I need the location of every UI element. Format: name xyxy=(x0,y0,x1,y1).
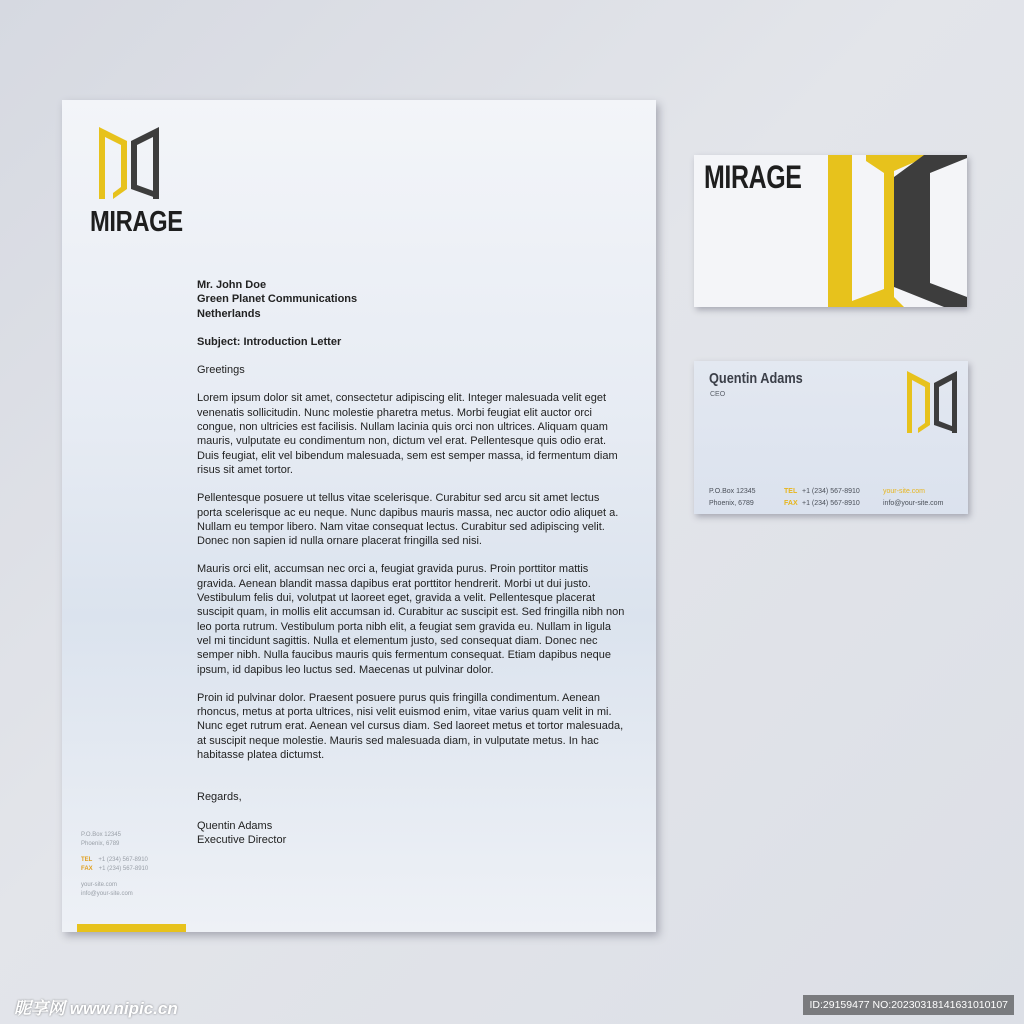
contact-po-box: P.O.Box 12345 xyxy=(81,832,121,838)
business-card-front xyxy=(694,155,967,307)
recipient-company: Green Planet Communications xyxy=(197,293,358,306)
letterhead-contact xyxy=(81,831,148,899)
letter-paragraph: Proin id pulvinar dolor. Praesent posuere purus quis fringilla condimentum. Aenean rhoncus, metus at porta ultrices, nisi velit euismod enim, vitae varius quam velit in mi. Nunc eget rutrum erat. Aenean vel cursus diam. Sed laoreet metus et tortor malesuada, at suscipit neque molestie. Mauris sed malesuada diam, in vulputate metus. In hac habitasse platea dictumst. xyxy=(197,691,624,762)
card-fax-label: FAX xyxy=(784,500,798,507)
mirage-logo-icon xyxy=(907,371,957,433)
letter-paragraph: Pellentesque posuere ut tellus vitae scelerisque. Curabitur sed arcu sit amet lectus porta scelerisque ac eu neque. Nunc dapibus mauris massa, nec auctor odio aliquet a. Nullam eu tempor libero. Nam vitae consequat lectus. Curabitur sed adipiscing velit. Donec non sapien id nulla ornare placerat fringilla sed nisi. xyxy=(197,492,619,548)
letter-paragraph: Lorem ipsum dolor sit amet, consectetur adipiscing elit. Integer malesuada velit eget venenatis sollicitudin. Nunc molestie pharetra metus. Morbi feugiat elit auctor orci congue, non ultricies est facilisis. Nullam lacinia quis orci non ultrices. Aliquam quam mauris, vulputate eu condimentum non, dictum vel erat. Pellentesque quis odio erat. Duis feugiat, elit vel bibendum malesuada, sem est semper massa, id fermentum diam risus sit amet tortor. xyxy=(197,392,618,476)
letter-subject: Subject: Introduction Letter xyxy=(197,335,342,348)
signer-title: Executive Director xyxy=(197,833,287,846)
letter-greeting: Greetings xyxy=(197,364,245,377)
fax-label: FAX xyxy=(81,866,93,872)
watermark-right: ID:29159477 NO:20230318141631010107 xyxy=(803,995,1014,1015)
card-po-box: P.O.Box 12345 xyxy=(709,488,756,495)
contact-email: info@your-site.com xyxy=(81,891,133,897)
card-fax: +1 (234) 567-8910 xyxy=(802,500,860,507)
card-site: your-site.com xyxy=(883,488,926,495)
contact-tel: +1 (234) 567-8910 xyxy=(98,857,148,863)
letterhead xyxy=(62,100,656,932)
letterhead-brand: MIRAGE xyxy=(90,206,183,238)
letter-paragraph: Mauris orci elit, accumsan nec orci a, feugiat gravida purus. Proin porttitor mattis gravida. Aenean blandit massa dapibus erat porttitor hendrerit. Morbi ut dui justo. Vestibulum felis dui, volutpat ut laoreet eget, gravida a velit. Pellentesque placerat suscipit quam, in mollis elit accumsan id. Curabitur ac suscipit est. Sed fringilla nibh non leo porta rutrum. Vestibulum porta nibh elit, a feugiat sem gravida eu. Nullam in ligula vel mi tincidunt sagittis. Nulla et elementum justo, sed consequat diam. Donec nec semper nibh. Nulla faucibus mauris quis fermentum consequat. Etiam dapibus neque ipsum, id dapibus leo luctus sed. Maecenas ut pulvinar dolor. xyxy=(197,563,625,676)
card-web xyxy=(883,486,943,510)
letter-closing: Regards, xyxy=(197,791,242,804)
card-address xyxy=(709,486,756,510)
recipient-name: Mr. John Doe xyxy=(197,279,267,291)
tel-label: TEL xyxy=(81,857,93,863)
letterhead-accent-bar xyxy=(77,924,186,932)
business-card-back xyxy=(694,361,968,514)
mirage-logo-icon xyxy=(99,127,159,199)
watermark-left: 昵享网 www.nipic.cn xyxy=(14,999,178,1018)
card-email: info@your-site.com xyxy=(883,500,944,507)
card-front-brand: MIRAGE xyxy=(704,159,802,195)
card-tel-label: TEL xyxy=(784,488,798,495)
card-tel: +1 (234) 567-8910 xyxy=(802,488,860,495)
contact-fax: +1 (234) 567-8910 xyxy=(98,866,149,872)
letter-body xyxy=(197,278,627,847)
card-city: Phoenix, 6789 xyxy=(709,500,754,507)
contact-city: Phoenix, 6789 xyxy=(81,841,120,847)
recipient-country: Netherlands xyxy=(197,307,261,320)
card-name: Quentin Adams xyxy=(709,370,803,387)
card-phones xyxy=(784,486,860,510)
signer-name: Quentin Adams xyxy=(197,819,273,832)
contact-site: your-site.com xyxy=(81,882,118,888)
card-role: CEO xyxy=(710,391,726,398)
